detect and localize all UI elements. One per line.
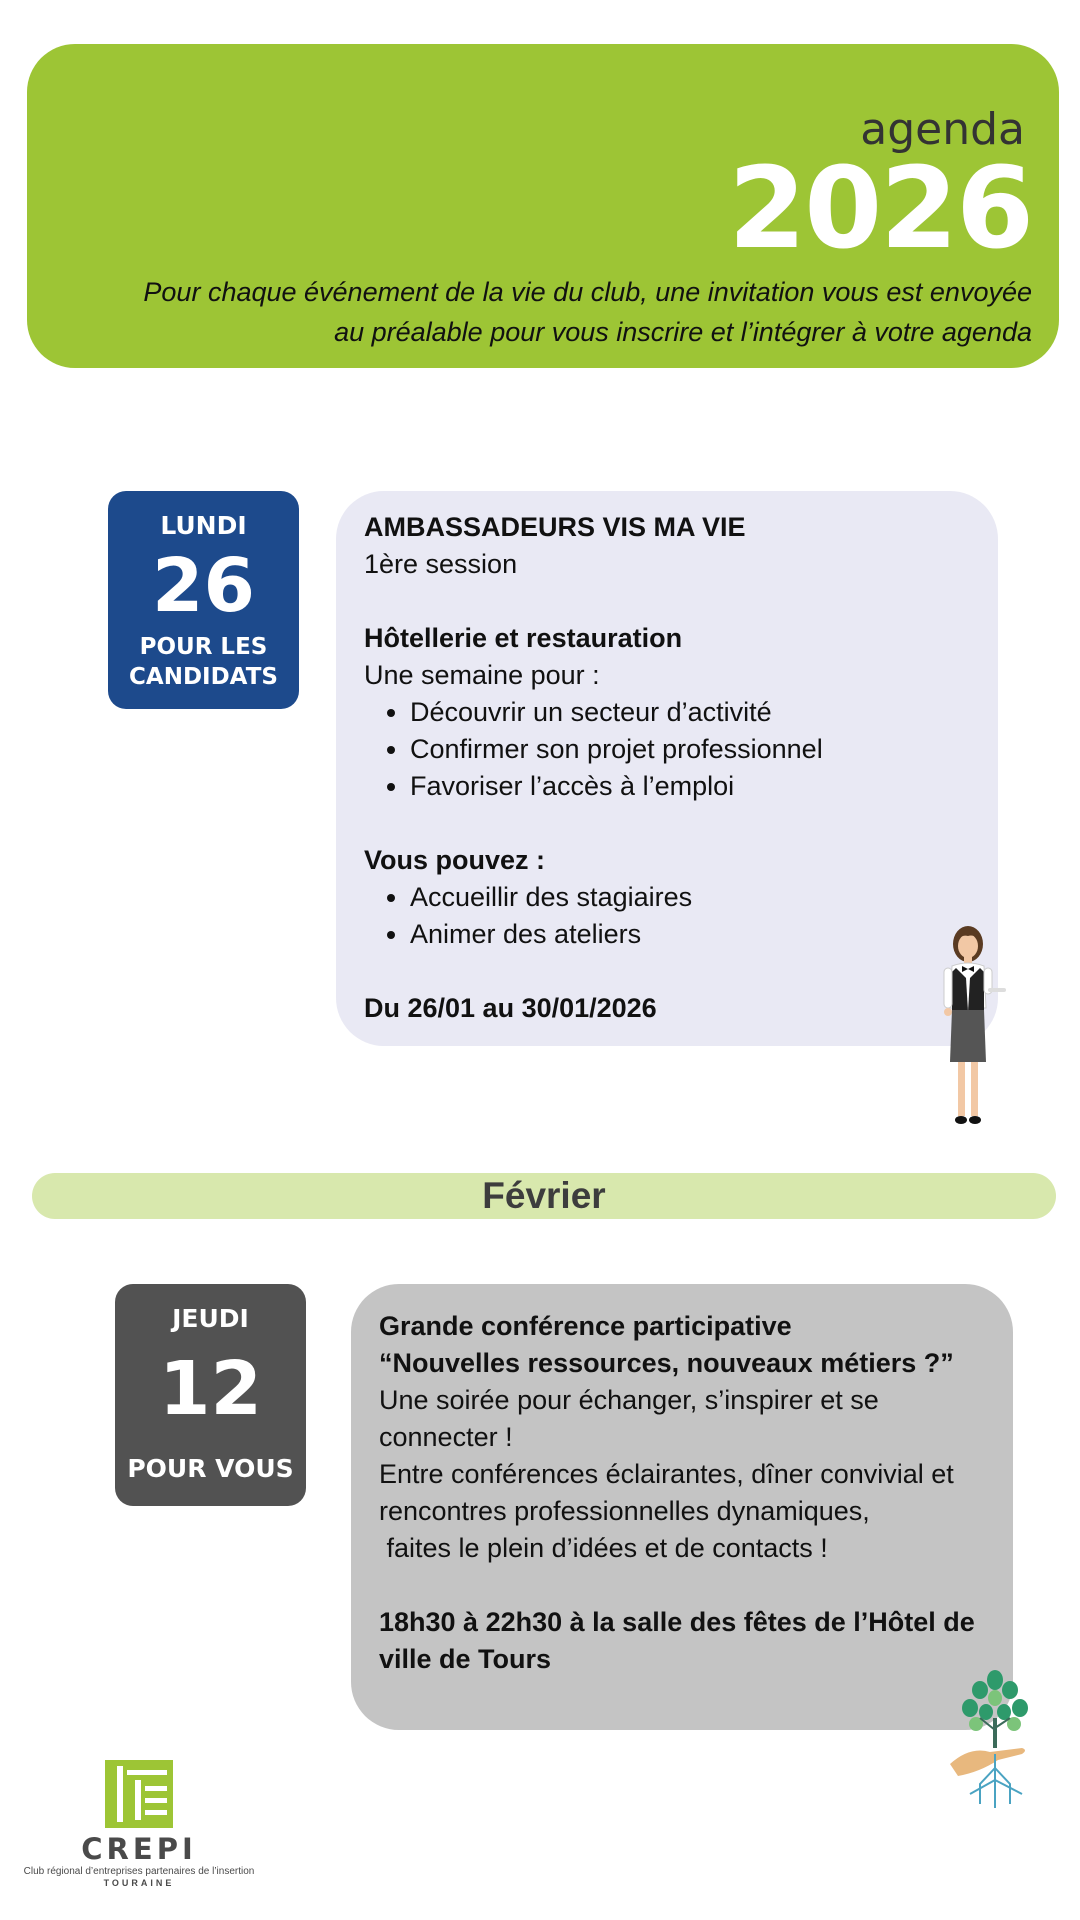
event2-day-number: 12 [159,1346,262,1432]
list-item: • Accueillir des stagiaires [410,879,988,916]
event1-day-number: 26 [152,543,255,629]
event2-place-line-2: ville de Tours [379,1644,552,1674]
intro-line-2: au préalable pour vous inscrire et l’intégrer à votre agenda [334,317,1032,347]
event2-title-line-1: Grande conférence participative [379,1311,792,1341]
event1-you-can: Vous pouvez : [364,845,546,875]
agenda-word: agenda [860,104,1025,155]
event2-day: JEUDI [172,1304,249,1333]
crepi-logo-name: CREPI [81,1832,197,1866]
event1-actions-list [364,879,988,953]
intro-line-1: Pour chaque événement de la vie du club, une invitation vous est envoyée [143,277,1032,307]
event2-desc-line-3: Entre conférences éclairantes, dîner convivial et [379,1459,954,1489]
agenda-year: 2026 [728,144,1032,274]
crepi-logo-tagline: Club régional d’entreprises partenaires de l’insertion [23,1866,255,1877]
crepi-logo-mark [105,1760,173,1828]
event1-week-intro: Une semaine pour : [364,660,600,690]
month-label: Février [482,1175,606,1216]
event2-desc-line-2: connecter ! [379,1422,513,1452]
event2-desc-line-5: faites le plein d’idées et de contacts ! [379,1533,828,1563]
event1-dates: Du 26/01 au 30/01/2026 [364,993,657,1023]
event2-audience: POUR VOUS [127,1454,294,1483]
event1-audience [108,632,299,692]
crepi-logo-region: TOURAINE [103,1878,175,1888]
waitress-illustration [930,922,1010,1128]
event1-goals-list [364,694,988,805]
event2-place-line-1: 18h30 à 22h30 à la salle des fêtes de l’Hôtel de [379,1607,975,1637]
event2-date-badge [115,1284,306,1506]
agenda-header [27,44,1059,368]
event1-day: LUNDI [160,511,247,540]
list-item: • Confirmer son projet professionnel [410,731,988,768]
event1-title: AMBASSADEURS VIS MA VIE [364,512,746,542]
crepi-logo [14,1760,264,1890]
event2-desc-line-1: Une soirée pour échanger, s’inspirer et se [379,1385,879,1415]
event1-audience-line-1: POUR LES [139,634,268,660]
month-banner [32,1173,1056,1219]
event1-subtitle: 1ère session [364,549,518,579]
list-item: • Découvrir un secteur d’activité [410,694,988,731]
tree-in-hand-illustration [950,1668,1040,1818]
list-item: • Favoriser l’accès à l’emploi [410,768,988,805]
event1-date-badge [108,491,299,709]
event2-card [351,1284,1013,1730]
event1-audience-line-2: CANDIDATS [129,664,278,690]
list-item: • Animer des ateliers [410,916,988,953]
event2-title-line-2: “Nouvelles ressources, nouveaux métiers ?” [379,1348,954,1378]
event1-sector: Hôtellerie et restauration [364,623,683,653]
event1-card [336,491,998,1046]
header-intro [112,272,1032,352]
event2-desc-line-4: rencontres professionnelles dynamiques, [379,1496,870,1526]
